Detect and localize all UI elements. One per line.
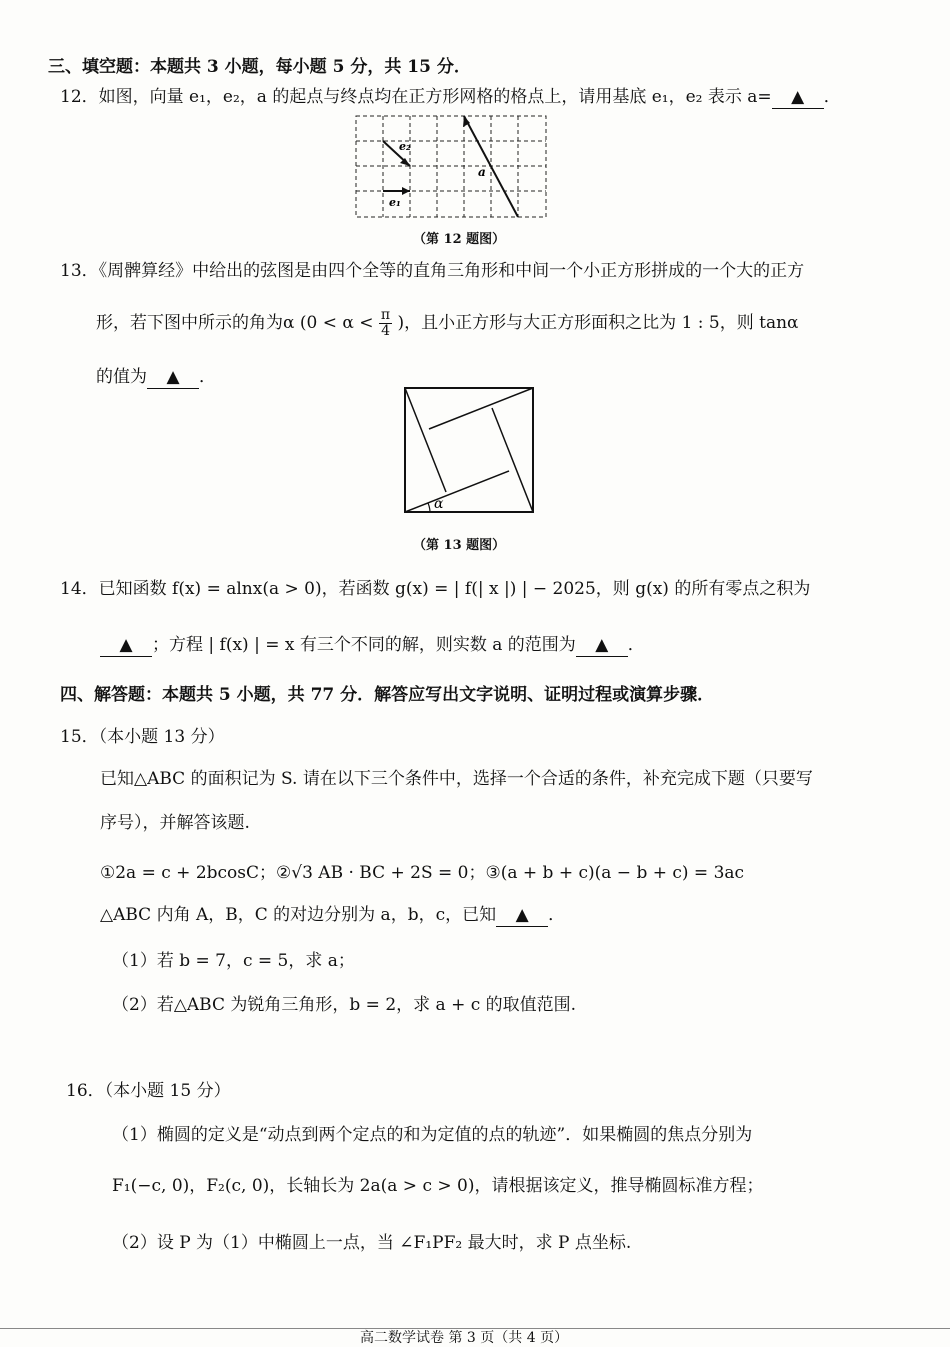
- section3-heading: 三、填空题：本题共 3 小题，每小题 5 分，共 15 分．: [48, 57, 471, 77]
- q12-text: [60, 86, 841, 109]
- q14-blank1: ▲: [100, 634, 152, 657]
- q12-number: 12．: [60, 87, 99, 107]
- a-label: a: [478, 165, 486, 179]
- fraction-denominator: 4: [381, 323, 390, 339]
- q15-title: 15．（本小题 13 分）: [60, 727, 225, 747]
- section4-heading: 四、解答题：本题共 5 小题，共 77 分．解答应写出文字说明、证明过程或演算步骤．: [60, 685, 715, 705]
- q13-line1: [60, 260, 804, 282]
- q15-line4: [100, 904, 565, 927]
- q15-end: ．: [548, 905, 566, 925]
- q16-line3: （2）设 P 为（1）中椭圆上一点，当 ∠F₁PF₂ 最大时，求 P 点坐标.: [112, 1233, 632, 1253]
- q13-blank: ▲: [147, 366, 199, 389]
- q15-line2: 序号），并解答该题.: [100, 813, 250, 833]
- q13-line3: [96, 366, 216, 389]
- q14-line2: [100, 634, 645, 657]
- q15-blank: ▲: [496, 904, 548, 927]
- q14-stem-2: ；方程 | f(x) | = x 有三个不同的解，则实数 a 的范围为: [152, 635, 576, 655]
- q12-end: ．: [823, 87, 841, 107]
- q13-caption: （第 13 题图）: [413, 538, 506, 553]
- q13-line2: [96, 308, 799, 339]
- q12-stem: 如图，向量 e₁，e₂，a 的起点与终点均在正方形网格的格点上，请用基底 e₁，e₂ 表示 a=: [98, 87, 772, 107]
- q12-figure: [354, 114, 548, 220]
- q13-end: ．: [199, 367, 216, 387]
- q13-figure: [400, 385, 538, 515]
- q14-blank2: ▲: [576, 634, 628, 657]
- footer-text: 高二数学试卷 第 3 页（共 4 页）: [360, 1330, 569, 1346]
- q15-conditions: ①2a = c + 2bcosC；②√3 AB · BC + 2S = 0；③(a + b + c)(a − b + c) = 3ac: [100, 863, 745, 883]
- q15-part2: （2）若△ABC 为锐角三角形，b = 2，求 a + c 的取值范围.: [112, 995, 577, 1015]
- q14-number: 14．: [60, 579, 99, 599]
- e1-label: e₁: [389, 196, 401, 209]
- q13-stem-3: 的值为: [96, 367, 147, 387]
- q15-part1: （1）若 b = 7，c = 5，求 a；: [112, 951, 355, 971]
- pi-over-4-fraction: [379, 308, 392, 339]
- q14-end: ．: [627, 635, 645, 655]
- q14-line1: [60, 578, 810, 600]
- page-footer: [0, 1328, 950, 1345]
- e2-label: e₂: [399, 140, 411, 153]
- q13-stem-2b: )，且小正方形与大正方形面积之比为 1 : 5，则 tanα: [397, 313, 799, 333]
- fraction-numerator: π: [380, 307, 391, 323]
- q13-stem-2a: 形，若下图中所示的角为α (0 < α <: [96, 313, 374, 333]
- q13-number: 13．: [60, 261, 99, 281]
- q13-stem-1: 《周髀算经》中给出的弦图是由四个全等的直角三角形和中间一个小正方形拼成的一个大的正方: [98, 261, 805, 281]
- q15-stem-4: △ABC 内角 A，B，C 的对边分别为 a，b，c，已知: [100, 905, 497, 925]
- q12-caption: （第 12 题图）: [413, 232, 506, 247]
- q14-stem-1: 已知函数 f(x) = alnx(a > 0)，若函数 g(x) = | f(| x |) | − 2025，则 g(x) 的所有零点之积为: [98, 579, 811, 599]
- alpha-label: α: [434, 496, 444, 512]
- q15-line1: 已知△ABC 的面积记为 S. 请在以下三个条件中，选择一个合适的条件，补充完成下题（只要写: [100, 769, 813, 789]
- q16-title: 16．（本小题 15 分）: [66, 1081, 231, 1101]
- q12-blank: ▲: [772, 86, 824, 109]
- q16-line2: F₁(−c, 0)，F₂(c, 0)，长轴长为 2a(a > c > 0)，请根据该定义，推导椭圆标准方程；: [112, 1176, 764, 1196]
- q16-line1: （1）椭圆的定义是“动点到两个定点的和为定值的点的轨迹”．如果椭圆的焦点分别为: [112, 1125, 753, 1145]
